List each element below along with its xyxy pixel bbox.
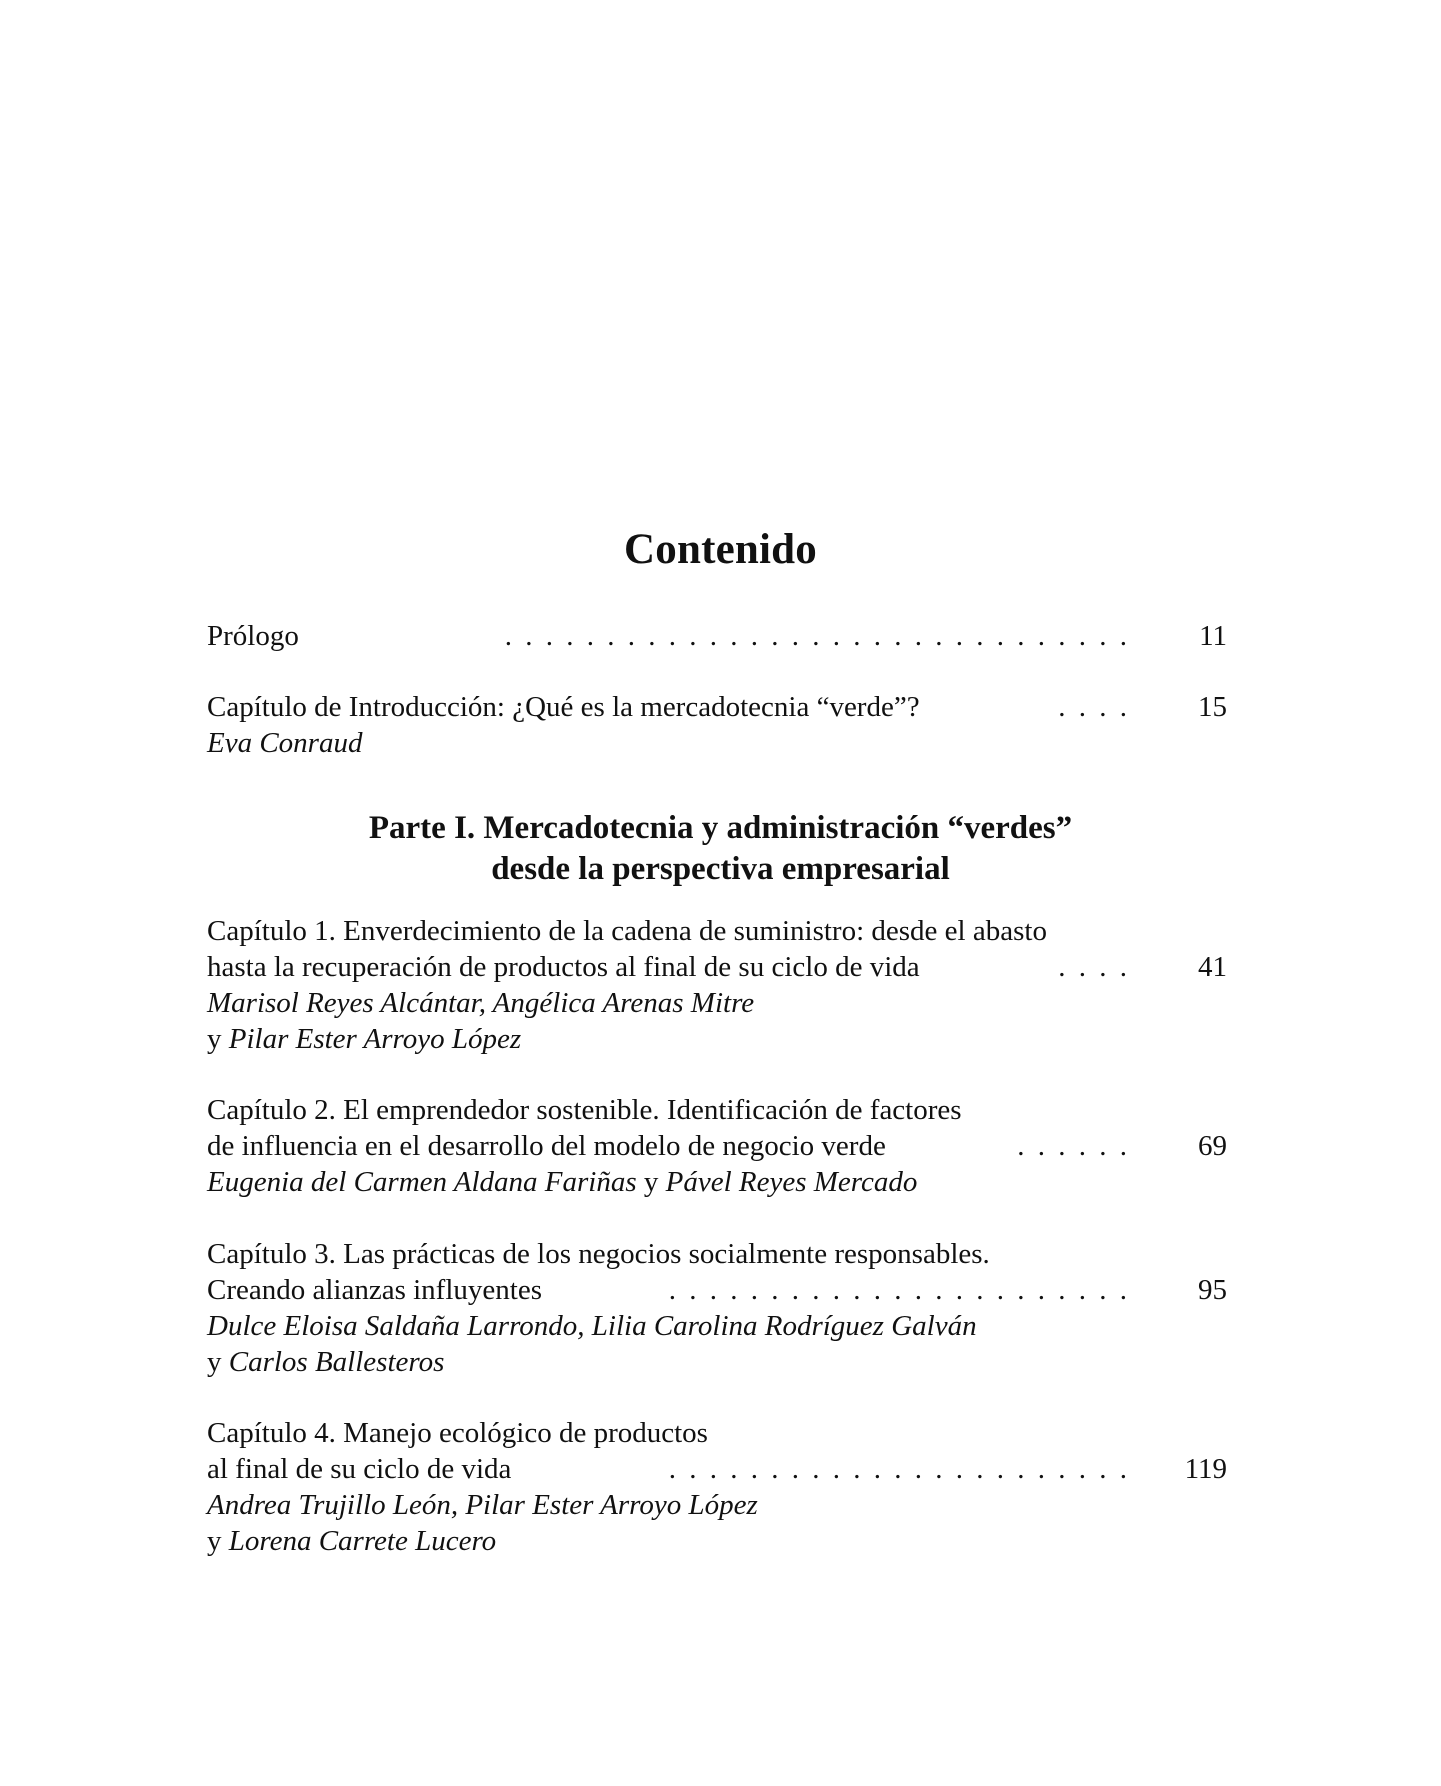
part-heading-line2: desde la perspectiva empresarial: [491, 851, 950, 887]
entry-author-line: [207, 1164, 1227, 1200]
toc-entry-ch2[interactable]: [207, 1092, 1227, 1200]
toc-entry-intro[interactable]: [207, 689, 1227, 761]
page-number: 15: [1198, 691, 1227, 723]
entry-author: Eugenia del Carmen Aldana Fariñas: [207, 1166, 637, 1198]
part-heading-line1: Parte I. Mercadotecnia y administración “verdes”: [368, 810, 1073, 846]
author-conjunction: y: [207, 1525, 222, 1557]
toc-entry-title-line2: al final de su ciclo de vida: [207, 1453, 512, 1485]
dot-leader: . . . . . . . . . . . . . . . . . . . . . . .: [668, 1453, 1127, 1485]
author-conjunction: y: [207, 1023, 222, 1055]
entry-author: Eva Conraud: [207, 727, 363, 759]
page-title: Contenido: [624, 526, 817, 573]
toc-entry-ch1[interactable]: [207, 913, 1227, 1057]
entry-author: Lorena Carrete Lucero: [228, 1525, 497, 1557]
page-number: 41: [1198, 951, 1227, 983]
page-number: 69: [1198, 1130, 1227, 1162]
part-heading: [0, 808, 1441, 890]
toc-entry-title-line2: hasta la recuperación de productos al final de su ciclo de vida: [207, 951, 920, 983]
toc-entry-title: Capítulo de Introducción: ¿Qué es la mercadotecnia “verde”?: [207, 691, 920, 723]
dot-leader: . . . . . .: [1017, 1130, 1127, 1162]
page-number: 11: [1199, 620, 1227, 652]
dot-leader: . . . . . . . . . . . . . . . . . . . . . . .: [668, 1274, 1127, 1306]
toc-entry-title-line1: Capítulo 3. Las prácticas de los negocios socialmente responsables.: [207, 1238, 990, 1270]
entry-author: Carlos Ballesteros: [228, 1346, 445, 1378]
author-conjunction: y: [643, 1166, 659, 1198]
toc-entry-ch3[interactable]: [207, 1236, 1227, 1380]
author-conjunction: y: [207, 1346, 222, 1378]
entry-author: Marisol Reyes Alcántar, Angélica Arenas Mitre: [207, 987, 755, 1019]
entry-author: Andrea Trujillo León, Pilar Ester Arroyo López: [207, 1489, 758, 1521]
toc-entry-title: Prólogo: [207, 620, 299, 652]
toc-entry-title-line1: Capítulo 1. Enverdecimiento de la cadena de suministro: desde el abasto: [207, 915, 1047, 947]
entry-author-line2: [207, 1523, 1227, 1559]
entry-author: Pável Reyes Mercado: [665, 1166, 918, 1198]
toc-entry-ch4[interactable]: [207, 1415, 1227, 1559]
page-number: 95: [1198, 1274, 1227, 1306]
toc-entry-title-line2: de influencia en el desarrollo del modelo de negocio verde: [207, 1130, 886, 1162]
entry-author: Dulce Eloisa Saldaña Larrondo, Lilia Carolina Rodríguez Galván: [207, 1310, 977, 1342]
entry-author-line2: [207, 1344, 1227, 1380]
entry-author: Pilar Ester Arroyo López: [228, 1023, 522, 1055]
dot-leader: . . . .: [1058, 951, 1127, 983]
entry-author-line2: [207, 1021, 1227, 1057]
toc-entry-prologo[interactable]: [207, 618, 1227, 654]
dot-leader: . . . . . . . . . . . . . . . . . . . . . . . . . . . . . . .: [504, 620, 1127, 652]
toc-entry-title-line2: Creando alianzas influyentes: [207, 1274, 542, 1306]
dot-leader: . . . .: [1058, 691, 1127, 723]
page-number: 119: [1184, 1453, 1227, 1485]
toc-entry-title-line1: Capítulo 4. Manejo ecológico de productos: [207, 1417, 708, 1449]
toc-entry-title-line1: Capítulo 2. El emprendedor sostenible. Identificación de factores: [207, 1094, 962, 1126]
